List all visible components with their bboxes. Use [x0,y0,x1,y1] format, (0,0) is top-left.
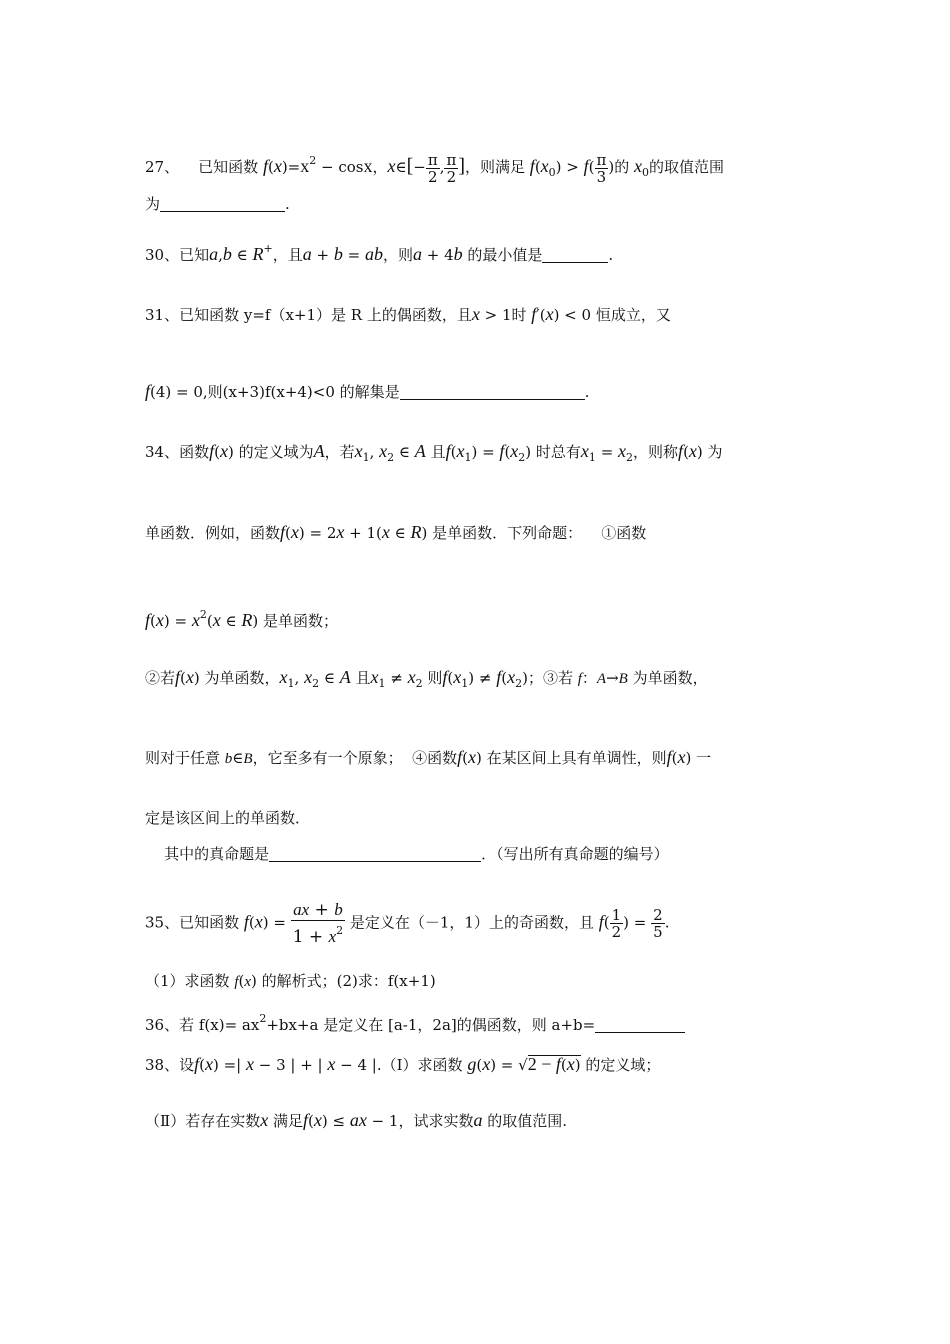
problem-34-line-7: 其中的真命题是 ．（写出所有真命题的编号） [145,845,669,863]
problem-35-line-2: （1）求函数 f(x) 的解析式；(2)求：f(x+1) [145,972,436,990]
problem-38-line-1: 38、设f(x) =| x − 3 | + | x − 4 |.（Ⅰ）求函数 g(x) = √2 − f(x) 的定义域； [145,1054,661,1074]
problem-30-line-1: 30、已知a,b ∈ R+，且a + b = ab，则a + 4b 的最小值是 . [145,242,614,264]
problem-34-line-3: $f(x) = x^2(x$ ∈ R) 是单函数； [145,608,338,630]
problem-31-line-1: 31、已知函数 y=f（x+1）是 R 上的偶函数，且x > 1时 f′(x) < 0 恒成立，又 [145,304,671,324]
problem-27-line-1: 27、 已知函数 $f(x)=x^2 - \cos x$，x∈[− $\frac{\pi}{2}$ , $\frac{\pi}{2}$ ]，则满足 $f(x_0) > f$( $\frac{\pi}{3}$ )的 $x_0$的取值范围 [145,150,725,186]
problem-34-line-5: 则对于任意 b∈B，它至多有一个原象； ④函数f(x) 在某区间上具有单调性，则f(x) 一 [145,747,712,767]
problem-38-line-2: （Ⅱ）若存在实数x 满足f(x) ≤ ax − 1，试求实数a 的取值范围. [145,1110,568,1130]
problem-31-line-2: f(4) = 0,则(x+3)f(x+4)<0 的解集是 . [145,381,590,401]
problem-34-line-4: ②若f(x) 为单函数，$x_1$, $x_2$ ∈ A 且$x_1 \ne x_2$ 则$f(x_1) \ne f(x_2)$；③若 f：A→B 为单函数， [145,667,708,690]
problem-34-line-6: 定是该区间上的单函数． [145,809,311,827]
problem-36-line-1: 36、若 $f(x)= ax^2+bx+a$ 是定义在 [a-1，2a]的偶函数，则 a+b= [145,1008,850,1036]
problem-34-line-2: 单函数．例如，函数f(x) = 2x + 1(x ∈ R) 是单函数．下列命题： ①函数 [145,522,647,542]
problem-35-line-1: 35、已知函数 f(x) = $\frac{ax + b}{1 + x^2}$ 是定义在（－1，1）上的奇函数，且 f( $\frac{1}{2}$ ) = $\frac{2}{5}$ . [145,900,670,947]
problem-27-line-2: 为 . [145,195,290,213]
problem-34-line-1: 34、函数f(x) 的定义域为A，若$x_1$, $x_2$ ∈ A 且$f(x_1) = f(x_2)$ 时总有$x_1 = x_2$，则称f(x) 为 [145,441,723,464]
